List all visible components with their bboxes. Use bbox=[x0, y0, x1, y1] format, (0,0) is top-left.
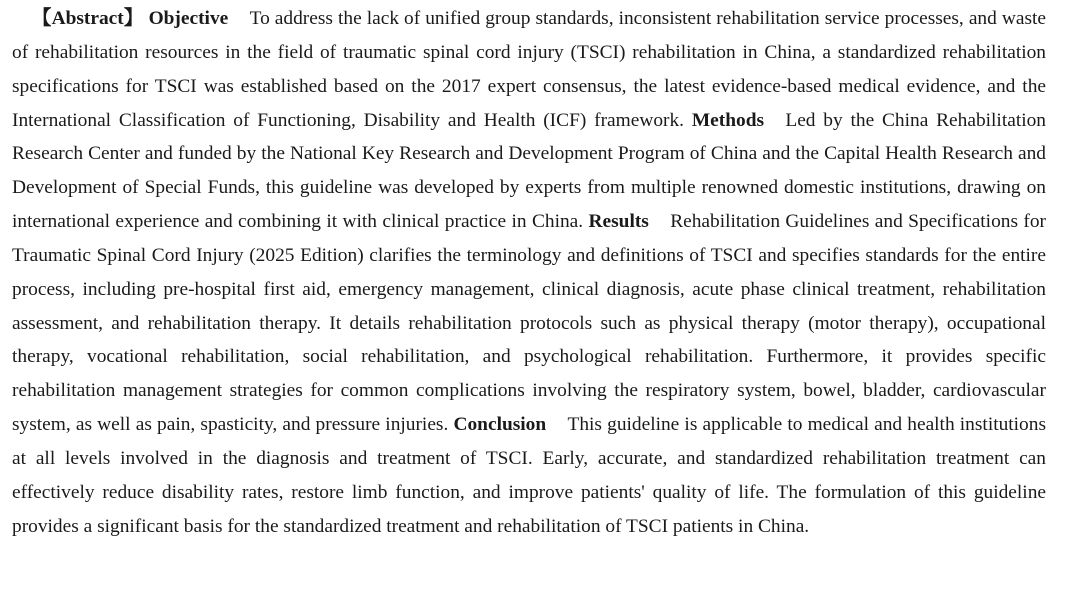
methods-label: Methods bbox=[691, 109, 765, 131]
methods-text: Led by the China Rehabilitation Research Center and funded by the National Key Research and Development Program of China and the Capital Health Research and Development of Special Funds, this guideline was developed by experts from multiple renowned domestic institutions, drawing on international experience and combining it with clinical practice in China. bbox=[12, 109, 1046, 233]
conclusion-label: Conclusion bbox=[453, 414, 547, 436]
conclusion-text: This guideline is applicable to medical and health institutions at all levels involved in the diagnosis and treatment of TSCI. Early, accurate, and standardized rehabilitation treatment can effectively reduce disability rates, restore limb function, and improve patients' quality of life. The formulation of this guideline provides a significant basis for the standardized treatment and rehabilitation of TSCI patients in China. bbox=[12, 414, 1046, 537]
objective-text: To address the lack of unified group standards, inconsistent rehabilitation service processes, and waste of rehabilitation resources in the field of traumatic spinal cord injury (TSCI) rehabilitation in China, a standardized rehabilitation specifications for TSCI was established based on the 2017 expert consensus, the latest evidence-based medical evidence, and the International Classification of Functioning, Disability and Health (ICF) framework. bbox=[12, 8, 1047, 131]
abstract-indent bbox=[12, 8, 32, 29]
results-label: Results bbox=[588, 211, 649, 233]
results-text: Rehabilitation Guidelines and Specifications for Traumatic Spinal Cord Injury (2025 Edition) clarifies the terminology and definitions of TSCI and specifies standards for the entire process, including pre-hospital first aid, emergency management, clinical diagnosis, acute phase clinical treatment, rehabilitation assessment, and rehabilitation therapy. It details rehabilitation protocols such as physical therapy (motor therapy), occupational therapy, vocational rehabilitation, social rehabilitation, and psychological rehabilitation. Furthermore, it provides specific rehabilitation management strategies for common complications involving the respiratory system, bowel, bladder, cardiovascular system, as well as pain, spasticity, and pressure injuries. bbox=[12, 211, 1046, 436]
abstract-label: 【Abstract】 bbox=[32, 8, 144, 29]
objective-label: Objective bbox=[148, 8, 229, 29]
abstract-paragraph bbox=[12, 2, 1046, 544]
